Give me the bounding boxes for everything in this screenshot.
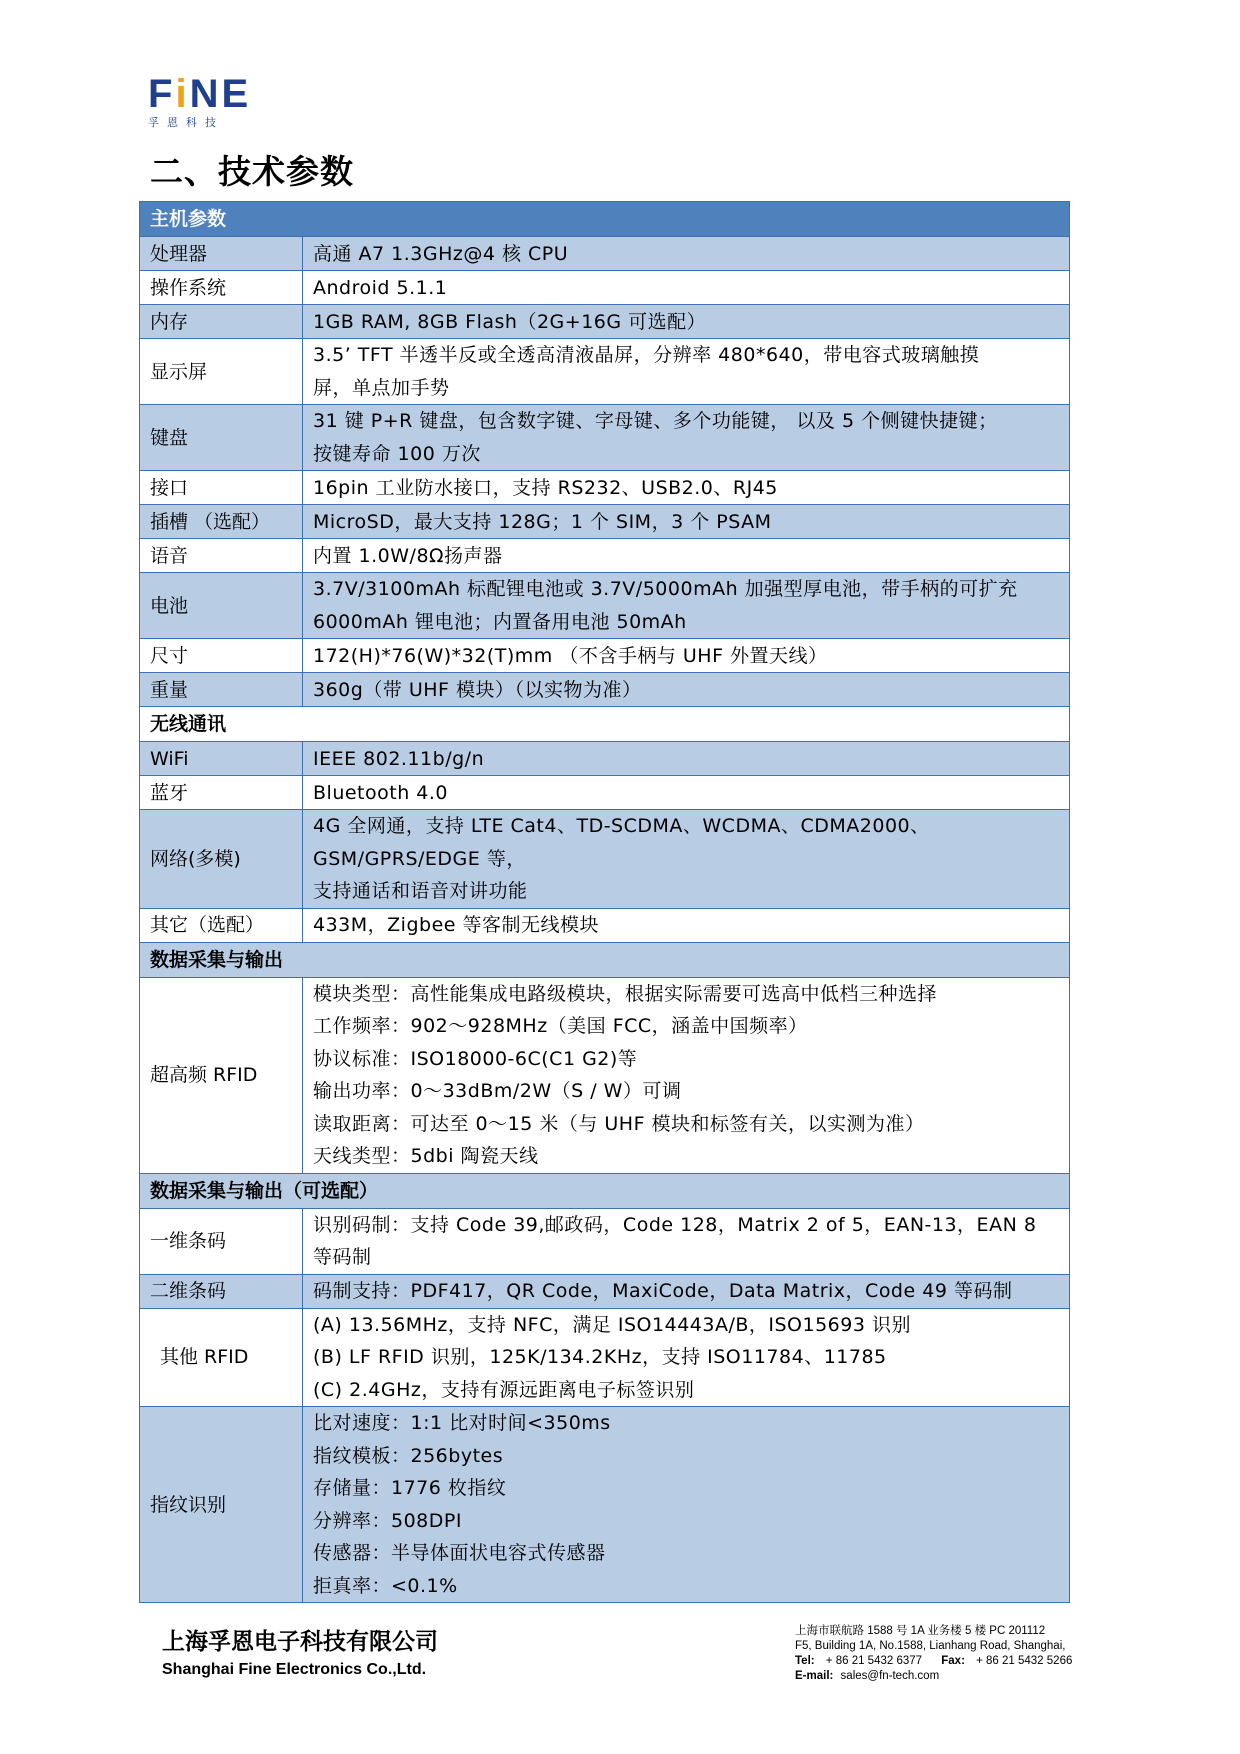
row-value: 31 键 P+R 键盘，包含数字键、字母键、多个功能键， 以及 5 个侧键快捷键； 按键寿命 100 万次 [303, 405, 1070, 471]
footer-email [795, 1669, 1072, 1684]
table-row [140, 776, 1070, 810]
row-label: 接口 [140, 471, 303, 505]
footer-company-en: Shanghai Fine Electronics Co.,Ltd. [162, 1661, 427, 1678]
row-value: 16pin 工业防水接口，支持 RS232、USB2.0、RJ45 [303, 471, 1070, 505]
row-value: 433M，Zigbee 等客制无线模块 [303, 908, 1070, 942]
table-row [140, 471, 1070, 505]
footer-company-cn: 上海孚恩电子科技有限公司 [162, 1629, 438, 1655]
section-header-host: 主机参数 [140, 202, 1070, 237]
section-header-data: 数据采集与输出 [140, 942, 1070, 977]
table-row [140, 405, 1070, 471]
row-value: 比对速度：1:1 比对时间<350ms 指纹模板：256bytes 存储量：1776 枚指纹 分辨率：508DPI 传感器：半导体面状电容式传感器 拒真率：<0.1% [303, 1407, 1070, 1603]
footer-address-cn: 上海市联航路 1588 号 1A 业务楼 5 楼 PC 201112 [795, 1625, 1046, 1637]
row-label: 超高频 RFID [140, 977, 303, 1173]
footer-address-en: F5, Building 1A, No.1588, Lianhang Road, Shanghai, [795, 1640, 1066, 1652]
row-label: 操作系统 [140, 271, 303, 305]
row-label: 语音 [140, 539, 303, 573]
table-row [140, 305, 1070, 339]
table-row [140, 810, 1070, 909]
row-label: 处理器 [140, 237, 303, 271]
fax-label: Fax: [941, 1655, 965, 1667]
row-value: 4G 全网通，支持 LTE Cat4、TD-SCDMA、WCDMA、CDMA2000、GSM/GPRS/EDGE 等， 支持通话和语音对讲功能 [303, 810, 1070, 909]
row-label: 显示屏 [140, 339, 303, 405]
row-label: 插槽 （选配） [140, 505, 303, 539]
spec-table [139, 201, 1070, 1603]
row-label: 内存 [140, 305, 303, 339]
row-value: Android 5.1.1 [303, 271, 1070, 305]
row-label: 尺寸 [140, 639, 303, 673]
row-label: 一维条码 [140, 1208, 303, 1274]
table-row [140, 573, 1070, 639]
table-row [140, 673, 1070, 707]
table-row [140, 977, 1070, 1173]
row-label: 其它（选配） [140, 908, 303, 942]
row-label: 指纹识别 [140, 1407, 303, 1603]
footer-phone-fax [795, 1654, 1072, 1669]
table-row [140, 908, 1070, 942]
table-row [140, 1208, 1070, 1274]
table-row [140, 1308, 1070, 1407]
table-row [140, 1274, 1070, 1308]
row-value: 3.5’ TFT 半透半反或全透高清液晶屏，分辨率 480*640，带电容式玻璃触摸 屏，单点加手势 [303, 339, 1070, 405]
table-row [140, 505, 1070, 539]
table-row [140, 237, 1070, 271]
row-value: IEEE 802.11b/g/n [303, 742, 1070, 776]
row-value: 高通 A7 1.3GHz@4 核 CPU [303, 237, 1070, 271]
row-value: 172(H)*76(W)*32(T)mm （不含手柄与 UHF 外置天线） [303, 639, 1070, 673]
row-value: Bluetooth 4.0 [303, 776, 1070, 810]
tel-number: + 86 21 5432 6377 [825, 1655, 923, 1667]
fax-number: + 86 21 5432 5266 [976, 1655, 1073, 1667]
row-value: 3.7V/3100mAh 标配锂电池或 3.7V/5000mAh 加强型厚电池，带手柄的可扩充 6000mAh 锂电池；内置备用电池 50mAh [303, 573, 1070, 639]
email-address[interactable]: sales@fn-tech.com [840, 1670, 940, 1682]
row-label: 蓝牙 [140, 776, 303, 810]
table-row [140, 1407, 1070, 1603]
row-value: 码制支持：PDF417，QR Code，MaxiCode，Data Matrix，Code 49 等码制 [303, 1274, 1070, 1308]
page-title: 二、技术参数 [150, 152, 354, 191]
logo-wordmark: FiNE [148, 72, 252, 116]
row-label: 电池 [140, 573, 303, 639]
row-value: 模块类型：高性能集成电路级模块，根据实际需要可选高中低档三种选择 工作频率：902～928MHz（美国 FCC，涵盖中国频率） 协议标准：ISO18000-6C(C1 G2)等 输出功率：0～33dBm/2W（S / W）可调 读取距离：可达至 0～15 米（与 UHF 模块和标签有关，以实测为准） 天线类型：5dbi 陶瓷天线 [303, 977, 1070, 1173]
row-label: WiFi [140, 742, 303, 776]
row-label: 键盘 [140, 405, 303, 471]
table-row [140, 539, 1070, 573]
row-value: 360g（带 UHF 模块）（以实物为准） [303, 673, 1070, 707]
table-row [140, 742, 1070, 776]
row-value: MicroSD，最大支持 128G；1 个 SIM，3 个 PSAM [303, 505, 1070, 539]
section-header-wireless: 无线通讯 [140, 707, 1070, 742]
table-row [140, 271, 1070, 305]
row-value: 识别码制：支持 Code 39,邮政码，Code 128，Matrix 2 of 5，EAN-13，EAN 8 等码制 [303, 1208, 1070, 1274]
table-row [140, 339, 1070, 405]
row-value: 内置 1.0W/8Ω扬声器 [303, 539, 1070, 573]
table-row [140, 639, 1070, 673]
tel-label: Tel: [795, 1655, 815, 1667]
row-value: (A) 13.56MHz，支持 NFC，满足 ISO14443A/B，ISO15693 识别 (B) LF RFID 识别，125K/134.2KHz，支持 ISO11784、11785 (C) 2.4GHz，支持有源远距离电子标签识别 [303, 1308, 1070, 1407]
logo-subtitle: 孚恩科技 [148, 116, 224, 129]
company-logo [148, 74, 258, 132]
row-label: 其他 RFID [140, 1308, 303, 1407]
footer-contact [795, 1624, 1072, 1684]
section-header-data-optional: 数据采集与输出（可选配） [140, 1173, 1070, 1208]
row-label: 重量 [140, 673, 303, 707]
row-label: 网络(多模) [140, 810, 303, 909]
email-label: E-mail: [795, 1670, 834, 1682]
row-label: 二维条码 [140, 1274, 303, 1308]
row-value: 1GB RAM, 8GB Flash（2G+16G 可选配） [303, 305, 1070, 339]
